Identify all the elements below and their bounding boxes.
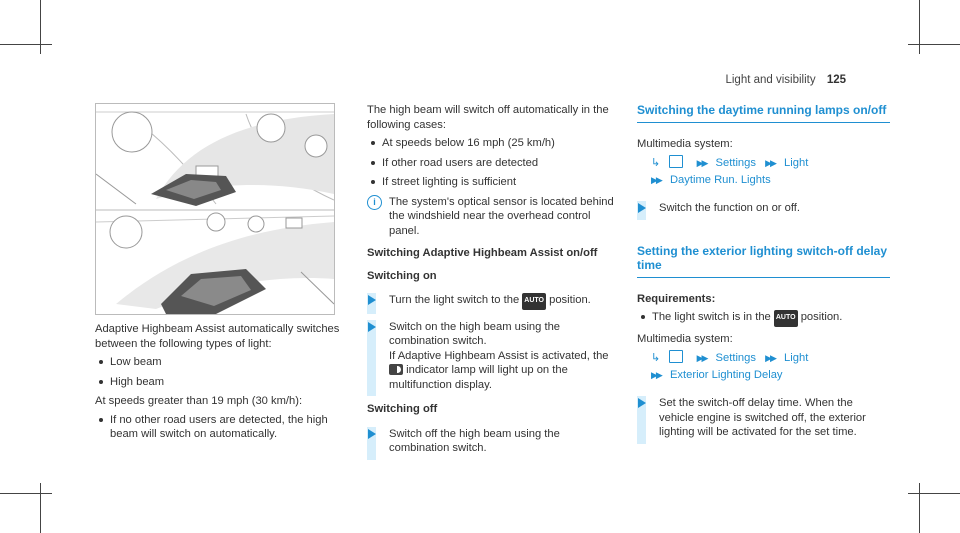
list-item: High beam <box>95 375 340 390</box>
right-column <box>637 103 890 450</box>
step-arrow-icon <box>368 429 376 439</box>
requirements-label: Requirements: <box>637 292 716 305</box>
info-note <box>367 195 617 239</box>
section-heading: Setting the exterior lighting switch-off delay time <box>637 244 890 278</box>
top-scene <box>96 112 334 206</box>
crop-mark <box>0 493 52 494</box>
speed-list <box>95 413 340 442</box>
crop-mark <box>40 483 41 533</box>
intro-text: The high beam will switch off automatically in the following cases: <box>367 104 609 131</box>
crop-mark <box>919 483 920 533</box>
step: Switch off the high beam using the combination switch. <box>367 427 617 456</box>
step: Turn the light switch to the AUTO position. <box>367 293 617 310</box>
speed-text: At speeds greater than 19 mph (30 km/h): <box>95 395 303 407</box>
list-item: The light switch is in the AUTO position. <box>637 310 890 327</box>
highbeam-indicator-icon <box>389 364 403 375</box>
crop-mark <box>40 0 41 54</box>
home-icon[interactable] <box>669 350 683 363</box>
list-item: Low beam <box>95 355 340 370</box>
step: Set the switch-off delay time. When the vehicle engine is switched off, the exterior lighting will be activated for the set time. <box>637 396 890 440</box>
list-item: If other road users are detected <box>367 156 617 171</box>
note-text: The system's optical sensor is located behind the windshield near the overhead control panel. <box>389 195 614 237</box>
section-heading: Switching the daytime running lamps on/off <box>637 103 890 123</box>
middle-column <box>367 103 617 466</box>
auto-icon: AUTO <box>522 293 546 310</box>
light-types-list <box>95 355 340 389</box>
crop-mark <box>908 44 960 45</box>
cases-list <box>367 136 617 190</box>
step-arrow-icon <box>368 322 376 332</box>
subheading: Switching off <box>367 403 438 415</box>
intro-text: Adaptive Highbeam Assist automatically switches between the following types of light: <box>95 323 340 350</box>
system-label: Multimedia system: <box>637 332 733 345</box>
home-icon[interactable] <box>669 155 683 168</box>
chevron-right-icon: ▶▶ <box>765 353 775 363</box>
info-icon: i <box>367 195 382 210</box>
step-arrow-icon <box>638 203 646 213</box>
list-item: If no other road users are detected, the high beam will switch on automatically. <box>95 413 340 442</box>
page-header <box>725 74 846 86</box>
menu-path: ↳ ▶▶ Settings ▶▶ Light ▶▶ Daytime Run. Lights <box>651 157 809 186</box>
chevron-right-icon: ▶▶ <box>651 174 661 185</box>
requirements-list <box>637 310 890 327</box>
step-arrow-icon <box>368 295 376 305</box>
auto-icon: AUTO <box>774 310 798 327</box>
crop-mark <box>908 493 960 494</box>
page-number: 125 <box>826 74 846 86</box>
list-item: At speeds below 16 mph (25 km/h) <box>367 136 617 151</box>
crop-mark <box>919 0 920 54</box>
chapter-title: Light and visibility <box>725 74 816 86</box>
step: Switch on the high beam using the combination switch. If Adaptive Highbeam Assist is activated, the indicator lamp will light up on the multifunction display. <box>367 320 617 393</box>
bottom-scene <box>96 213 334 314</box>
crop-mark <box>0 44 52 45</box>
left-column <box>95 322 340 447</box>
road-scene-drawing <box>96 104 334 314</box>
return-arrow-icon: ↳ <box>651 157 661 169</box>
subheading: Switching on <box>367 269 437 282</box>
return-arrow-icon: ↳ <box>651 352 661 364</box>
step: Switch the function on or off. <box>637 201 890 216</box>
list-item: If street lighting is sufficient <box>367 175 617 190</box>
highbeam-illustration <box>95 103 335 315</box>
chevron-right-icon: ▶▶ <box>696 353 707 363</box>
subheading: Switching Adaptive Highbeam Assist on/off <box>367 247 598 259</box>
step-arrow-icon <box>638 398 646 408</box>
system-label: Multimedia system: <box>637 137 733 150</box>
menu-path: ↳ ▶▶ Settings ▶▶ Light ▶▶ Exterior Lighting Delay <box>651 352 809 381</box>
chevron-right-icon: ▶▶ <box>651 369 661 380</box>
chevron-right-icon: ▶▶ <box>765 158 775 168</box>
chevron-right-icon: ▶▶ <box>696 158 707 168</box>
